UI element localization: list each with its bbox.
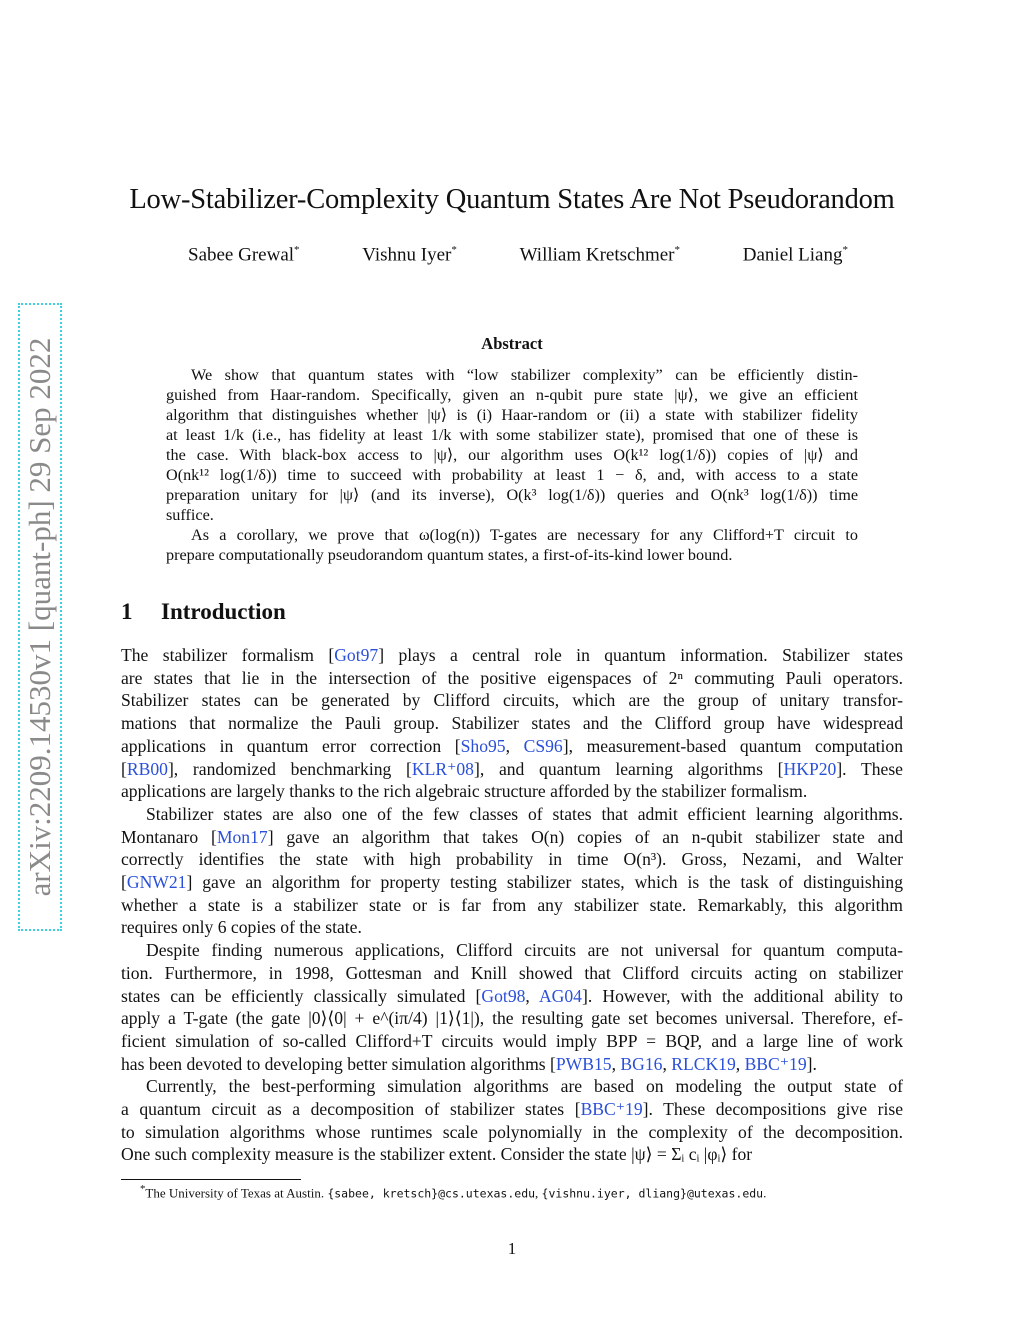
citation-link[interactable]: RB00 [126, 758, 168, 779]
footnote-end: . [763, 1185, 767, 1201]
text-line: One such complexity measure is the stabilizer extent. Consider the state |ψ⟩ = Σᵢ cᵢ |φᵢ⟩ for [121, 1144, 753, 1165]
citation-link[interactable]: Sho95 [460, 735, 506, 756]
text-line: states can be efficiently classically simulated [Got98, AG04]. However, with the additional ability to [121, 985, 903, 1006]
text-line: the case. With black-box access to |ψ⟩, our algorithm uses O(k¹² log(1/δ)) copies of |ψ⟩ and [166, 446, 858, 464]
text-line: applications in quantum error correction [Sho95, CS96], measurement-based quantum computation [121, 735, 903, 756]
section-heading [121, 599, 286, 625]
author [520, 244, 680, 266]
footnote-emails: {sabee, kretsch}@cs.utexas.edu [327, 1186, 536, 1201]
text-line: Stabilizer states can be generated by Clifford circuits, which are the group of unitary transfor- [121, 690, 903, 711]
affiliation-mark: * [842, 244, 848, 256]
text-line: O(nk¹² log(1/δ)) time to succeed with probability at least 1 − δ, and, with access to a state [166, 466, 858, 484]
text-line: [GNW21] gave an algorithm for property testing stabilizer states, which is the task of distinguishing [121, 872, 903, 893]
citation-link[interactable]: BBC⁺19 [744, 1053, 807, 1074]
affiliation-mark: * [674, 244, 681, 256]
page-number: 1 [507, 1239, 517, 1258]
citation-link[interactable]: Got98 [481, 985, 526, 1006]
text-line: apply a T-gate (the gate |0⟩⟨0| + e^(iπ/4) |1⟩⟨1|), the resulting gate set becomes universal. Therefore, ef- [121, 1008, 903, 1029]
citation-link[interactable]: HKP20 [783, 758, 837, 779]
text-line: applications are largely thanks to the rich algebraic structure afforded by the stabilizer formalism. [121, 781, 808, 802]
text-line: tion. Furthermore, in 1998, Gottesman and Knill showed that Clifford circuits acting on stabilizer [121, 962, 903, 983]
text-line: The stabilizer formalism [Got97] plays a central role in quantum information. Stabilizer states [121, 645, 903, 665]
text-line: Despite finding numerous applications, Clifford circuits are not universal for quantum computa- [146, 940, 903, 961]
author-name: William Kretschmer [519, 244, 675, 266]
citation-link[interactable]: KLR⁺08 [411, 758, 474, 779]
section-number: 1 [121, 599, 133, 624]
text-line: We show that quantum states with “low stabilizer complexity” can be efficiently distin- [191, 366, 858, 384]
footnote [140, 1183, 766, 1201]
author-list [188, 244, 848, 266]
text-line: prepare computationally pseudorandom quantum states, a first-of-its-kind lower bound. [166, 546, 733, 564]
affiliation-mark: * [294, 244, 300, 256]
author-name: Vishnu Iyer [362, 244, 452, 266]
author [743, 244, 848, 266]
citation-link[interactable]: CS96 [523, 735, 563, 756]
text-line: As a corollary, we prove that ω(log(n)) T-gates are necessary for any Clifford+T circuit to [191, 526, 858, 544]
paper-title: Low-Stabilizer-Complexity Quantum States Are Not Pseudorandom [129, 184, 895, 215]
text-line: mations that normalize the Pauli group. Stabilizer states and the Clifford group have widespread [121, 713, 903, 734]
author-name: Daniel Liang [742, 244, 843, 266]
abstract-heading: Abstract [481, 334, 543, 353]
text-line: to simulation algorithms whose runtimes scale polynomially in the complexity of the decomposition. [121, 1121, 903, 1142]
text-line: correctly identifies the state with high probability in time O(n³). Gross, Nezami, and Walter [121, 849, 903, 870]
text-line: requires only 6 copies of the state. [121, 917, 362, 938]
author-name: Sabee Grewal [188, 244, 295, 266]
footnote-affiliation: The University of Texas at Austin. [145, 1185, 328, 1201]
citation-link[interactable]: BBC⁺19 [580, 1099, 643, 1120]
text-line: [RB00], randomized benchmarking [KLR⁺08], and quantum learning algorithms [HKP20]. These [121, 758, 903, 779]
text-line: suffice. [166, 506, 214, 524]
author [188, 244, 300, 266]
citation-link[interactable]: Mon17 [216, 826, 268, 847]
text-line: algorithm that distinguishes whether |ψ⟩ is (i) Haar-random or (ii) a state with stabilizer fidelity [166, 406, 858, 424]
footnote-mark: * [140, 1183, 146, 1195]
text-line: has been devoted to developing better simulation algorithms [PWB15, BG16, RLCK19, BBC⁺19]. [121, 1053, 817, 1074]
text-line: at least 1/k (i.e., has fidelity at least 1/k with some stabilizer state), promised that one of these is [166, 426, 858, 444]
citation-link[interactable]: AG04 [538, 985, 582, 1006]
text-line: ficient simulation of so-called Clifford+T circuits would imply BPP = BQP, and a large line of work [121, 1030, 903, 1051]
citation-link[interactable]: PWB15 [555, 1053, 612, 1074]
footnote-separator: , [535, 1185, 542, 1201]
citation-link[interactable]: Got97 [334, 645, 379, 665]
citation-link[interactable]: BG16 [620, 1053, 663, 1074]
author [362, 244, 457, 266]
citation-link[interactable]: GNW21 [126, 872, 187, 893]
text-line: Stabilizer states are also one of the few classes of states that admit efficient learning algorithms. [146, 803, 903, 824]
text-line: Currently, the best-performing simulation algorithms are based on modeling the output state of [146, 1076, 903, 1097]
arxiv-stamp-text: arXiv:2209.14530v1 [quant-ph] 29 Sep 2022 [22, 337, 57, 897]
text-line: are states that lie in the intersection of the positive eigenspaces of 2ⁿ commuting Pauli operators. [121, 667, 903, 688]
text-line: Montanaro [Mon17] gave an algorithm that takes O(n) copies of an n-qubit stabilizer state and [121, 826, 903, 847]
body-text [121, 644, 903, 1166]
abstract-body [166, 365, 858, 565]
affiliation-mark: * [451, 244, 457, 256]
footnote-rule [121, 1179, 301, 1180]
footnote-emails: {vishnu.iyer, dliang}@utexas.edu [541, 1186, 764, 1201]
citation-link[interactable]: RLCK19 [671, 1053, 736, 1074]
section-title: Introduction [161, 599, 286, 624]
text-line: a quantum circuit as a decomposition of stabilizer states [BBC⁺19]. These decompositions give rise [121, 1099, 904, 1120]
arxiv-identifier-stamp [18, 303, 62, 931]
text-line: preparation unitary for |ψ⟩ (and its inverse), O(k³ log(1/δ)) queries and O(nk³ log(1/δ)) time [166, 486, 858, 504]
text-line: whether a state is a stabilizer state or is far from any stabilizer state. Remarkably, this algorithm [121, 894, 903, 915]
text-line: guished from Haar-random. Specifically, given an n-qubit pure state |ψ⟩, we give an efficient [166, 386, 858, 404]
